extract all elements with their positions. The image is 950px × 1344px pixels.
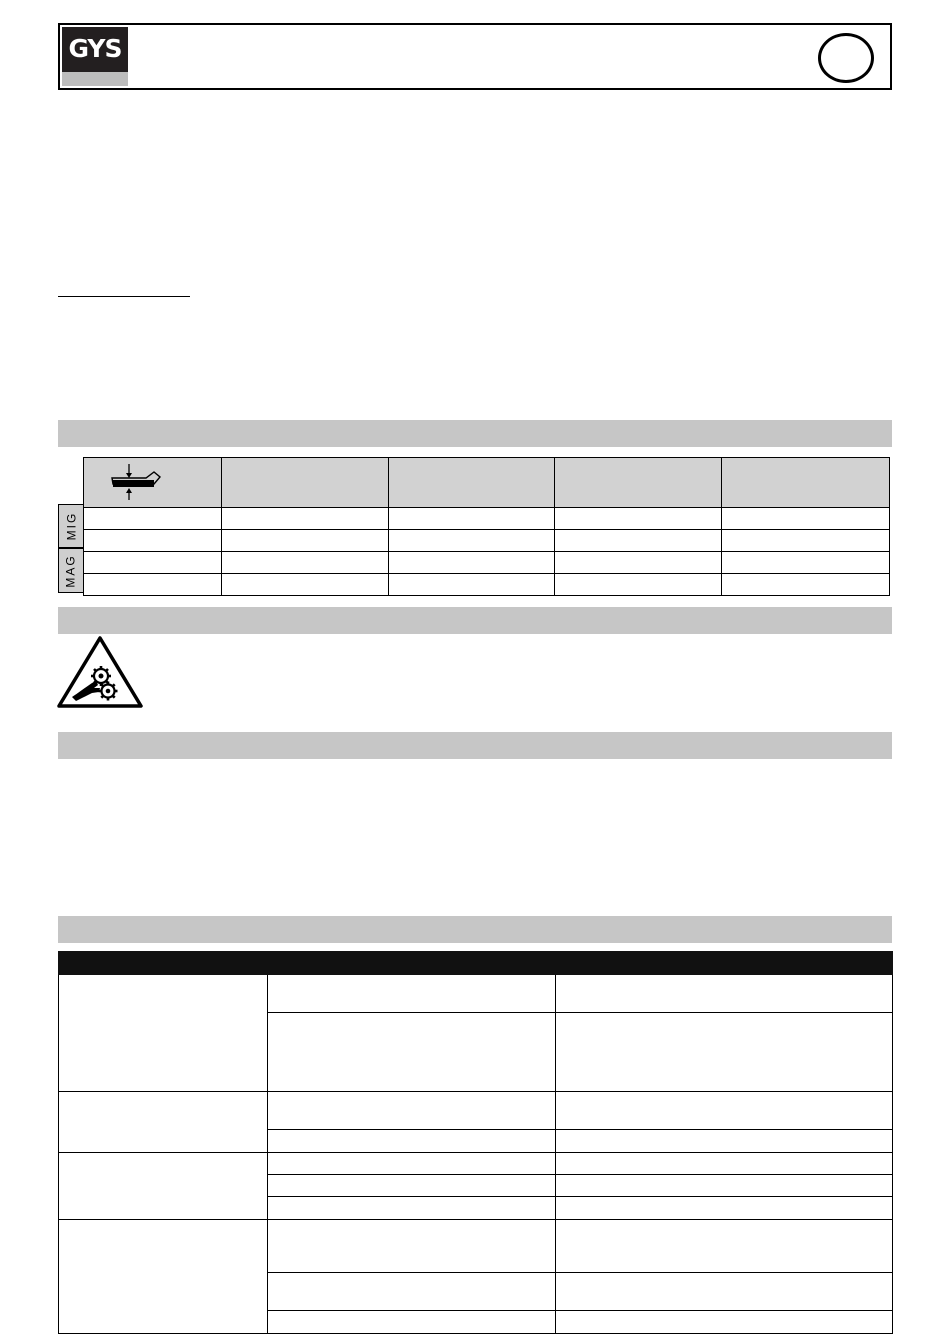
page-header — [58, 23, 892, 90]
table-row — [59, 1092, 893, 1130]
group-label-mag: MAG — [58, 548, 83, 593]
problem-cell — [59, 1153, 268, 1220]
cause-cell — [267, 1013, 556, 1092]
logo-band — [62, 72, 128, 86]
header-cell-cause — [267, 952, 556, 975]
problem-cell — [59, 1220, 268, 1334]
header-cell-solution — [556, 952, 893, 975]
problem-cell — [59, 1092, 268, 1153]
wire-table-header-cell — [221, 458, 388, 508]
language-badge — [818, 33, 874, 83]
sheet-thickness-icon — [84, 458, 220, 502]
wire-table-header-cell — [388, 458, 555, 508]
section-bar-troubleshooting — [58, 916, 892, 943]
solution-cell — [556, 1013, 893, 1092]
wire-table-header-cell — [722, 458, 890, 508]
logo-text: GYS — [68, 34, 122, 63]
moving-parts-hazard-icon — [56, 635, 144, 709]
cause-cell — [267, 975, 556, 1013]
solution-cell — [556, 1175, 893, 1197]
wire-table-row — [84, 552, 890, 574]
table-row — [59, 1153, 893, 1175]
solution-cell — [556, 1311, 893, 1334]
solution-cell — [556, 1130, 893, 1153]
cause-cell — [267, 1130, 556, 1153]
solution-cell — [556, 1092, 893, 1130]
group-label-mig: MIG — [58, 504, 83, 548]
solution-cell — [556, 1153, 893, 1175]
wire-table-row — [84, 530, 890, 552]
cause-cell — [267, 1153, 556, 1175]
wire-table-row — [84, 508, 890, 530]
cause-cell — [267, 1220, 556, 1273]
cause-cell — [267, 1273, 556, 1311]
section-bar-warning — [58, 607, 892, 634]
wire-table-header-icon-cell — [84, 458, 222, 508]
table-row — [59, 975, 893, 1013]
troubleshooting-table — [58, 951, 893, 1334]
solution-cell — [556, 1273, 893, 1311]
solution-cell — [556, 1197, 893, 1220]
underlined-heading-rule — [58, 296, 190, 297]
problem-cell — [59, 975, 268, 1092]
cause-cell — [267, 1311, 556, 1334]
solution-cell — [556, 975, 893, 1013]
cause-cell — [267, 1175, 556, 1197]
cause-cell — [267, 1092, 556, 1130]
header-cell-problem — [59, 952, 268, 975]
wire-settings-table — [83, 457, 890, 596]
solution-cell — [556, 1220, 893, 1273]
wire-table-row — [84, 574, 890, 596]
table-row — [59, 1220, 893, 1273]
section-bar-wire-settings — [58, 420, 892, 447]
section-bar-maintenance — [58, 732, 892, 759]
troubleshooting-header-row — [59, 952, 893, 975]
cause-cell — [267, 1197, 556, 1220]
wire-table-header-row — [84, 458, 890, 508]
wire-table-header-cell — [555, 458, 722, 508]
